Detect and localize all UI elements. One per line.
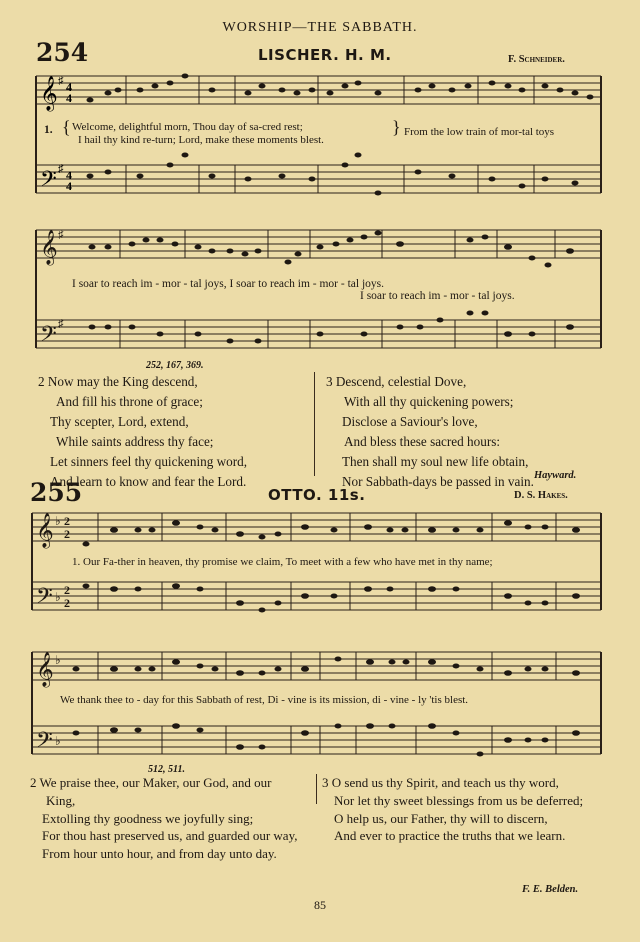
verse-line: 3 O send us thy Spirit, and teach us thy word,	[322, 775, 559, 790]
composer-255: D. S. Hakes.	[514, 490, 568, 501]
column-divider	[316, 774, 317, 804]
page-number: 85	[314, 898, 326, 912]
lyric-line-254-1c: From the low train of mor-tal toys	[404, 126, 555, 138]
verse-255-3	[322, 774, 594, 845]
composer-254: F. Schneider.	[508, 54, 565, 65]
section-header: WORSHIP—THE SABBATH.	[222, 20, 418, 35]
svg-text:𝄞: 𝄞	[36, 652, 54, 687]
svg-text:♭: ♭	[55, 514, 61, 528]
svg-text:♯: ♯	[58, 229, 64, 241]
verse-line: 2 Now may the King descend,	[38, 374, 198, 389]
verse-line: Nor Sabbath-days be passed in vain.	[342, 474, 534, 489]
lyric-line-255-1: 1. Our Fa-ther in heaven, thy promise we claim, To meet with a few who have met in thy name;	[72, 556, 493, 568]
verse-line: From hour unto hour, and from day unto day.	[42, 846, 277, 862]
svg-text:♯: ♯	[58, 163, 64, 175]
verse-line: For thou hast preserved us, and guarded our way,	[42, 828, 298, 844]
verse-line: Extolling thy goodness we joyfully sing;	[42, 810, 254, 826]
svg-text:4: 4	[66, 91, 72, 105]
svg-text:2: 2	[64, 596, 70, 610]
svg-text:4: 4	[66, 80, 72, 94]
verse-255-2	[30, 774, 302, 863]
lyric-line-254-1a: Welcome, delightful morn, Thou day of sa-cred rest;	[72, 121, 303, 133]
svg-text:4: 4	[66, 168, 72, 182]
author-255: F. E. Belden.	[522, 884, 579, 895]
svg-text:♯: ♯	[58, 318, 64, 330]
verse-line: Nor let thy sweet blessings from us be deferred;	[334, 792, 584, 808]
svg-text:♭: ♭	[55, 734, 61, 748]
svg-text:4: 4	[66, 179, 72, 193]
verse-line: O help us, our Father, thy will to discern,	[334, 810, 548, 826]
svg-text:𝄢: 𝄢	[36, 728, 53, 758]
verse-label-254: 1.	[44, 124, 53, 136]
verse-line: 2 We praise thee, our Maker, our God, and our King,	[30, 775, 272, 808]
verse-line: And ever to practice the truths that we learn.	[334, 828, 566, 844]
svg-text:♭: ♭	[55, 653, 61, 667]
svg-text:2: 2	[64, 527, 70, 541]
verse-line: Thy scepter, Lord, extend,	[50, 414, 189, 429]
cross-references-255: 512, 511.	[148, 764, 185, 775]
verse-line: And learn to know and fear the Lord.	[50, 474, 247, 489]
verse-line: With all thy quickening powers;	[344, 394, 514, 409]
verse-line: Disclose a Saviour's love,	[342, 414, 478, 429]
author-254: Hayward.	[534, 470, 577, 481]
cross-references-254: 252, 167, 369.	[146, 360, 204, 371]
svg-text:𝄢: 𝄢	[40, 322, 57, 352]
lyric-line-254-1b: I hail thy kind re-turn; Lord, make these moments blest.	[78, 134, 324, 146]
svg-text:2: 2	[64, 514, 70, 528]
svg-text:𝄢: 𝄢	[36, 584, 53, 614]
verse-line: Let sinners feel thy quickening word,	[50, 454, 248, 469]
svg-text:♭: ♭	[55, 590, 61, 604]
hymn-number-254: 254	[36, 38, 89, 67]
tune-name-255: OTTO. 11s.	[268, 486, 366, 504]
svg-text:𝄞: 𝄞	[40, 76, 58, 111]
svg-text:𝄢: 𝄢	[40, 167, 57, 197]
lyric-line-255-2: We thank thee to - day for this Sabbath of rest, Di - vine is its mission, di - vine - ly 'tis blest.	[60, 694, 469, 706]
svg-text:𝄞: 𝄞	[36, 513, 54, 548]
svg-text:𝄞: 𝄞	[40, 230, 58, 265]
brace-close-254: }	[392, 117, 401, 137]
svg-text:2: 2	[64, 583, 70, 597]
verse-line: 3 Descend, celestial Dove,	[326, 374, 467, 389]
verse-line: And fill his throne of grace;	[56, 394, 203, 409]
verse-line: And bless these sacred hours:	[344, 434, 501, 449]
svg-text:♯: ♯	[58, 75, 64, 87]
lyric-line-254-2a: I soar to reach im - mor - tal joys, I soar to reach im - mor - tal joys.	[72, 278, 385, 290]
lyric-line-254-2b: I soar to reach im - mor - tal joys.	[360, 290, 515, 302]
hymn-number-255: 255	[30, 478, 83, 507]
verse-line: Then shall my soul new life obtain,	[342, 454, 529, 469]
brace-open-254: {	[62, 117, 71, 137]
verse-line: While saints address thy face;	[56, 434, 214, 449]
tune-name-254: LISCHER. H. M.	[258, 46, 392, 64]
